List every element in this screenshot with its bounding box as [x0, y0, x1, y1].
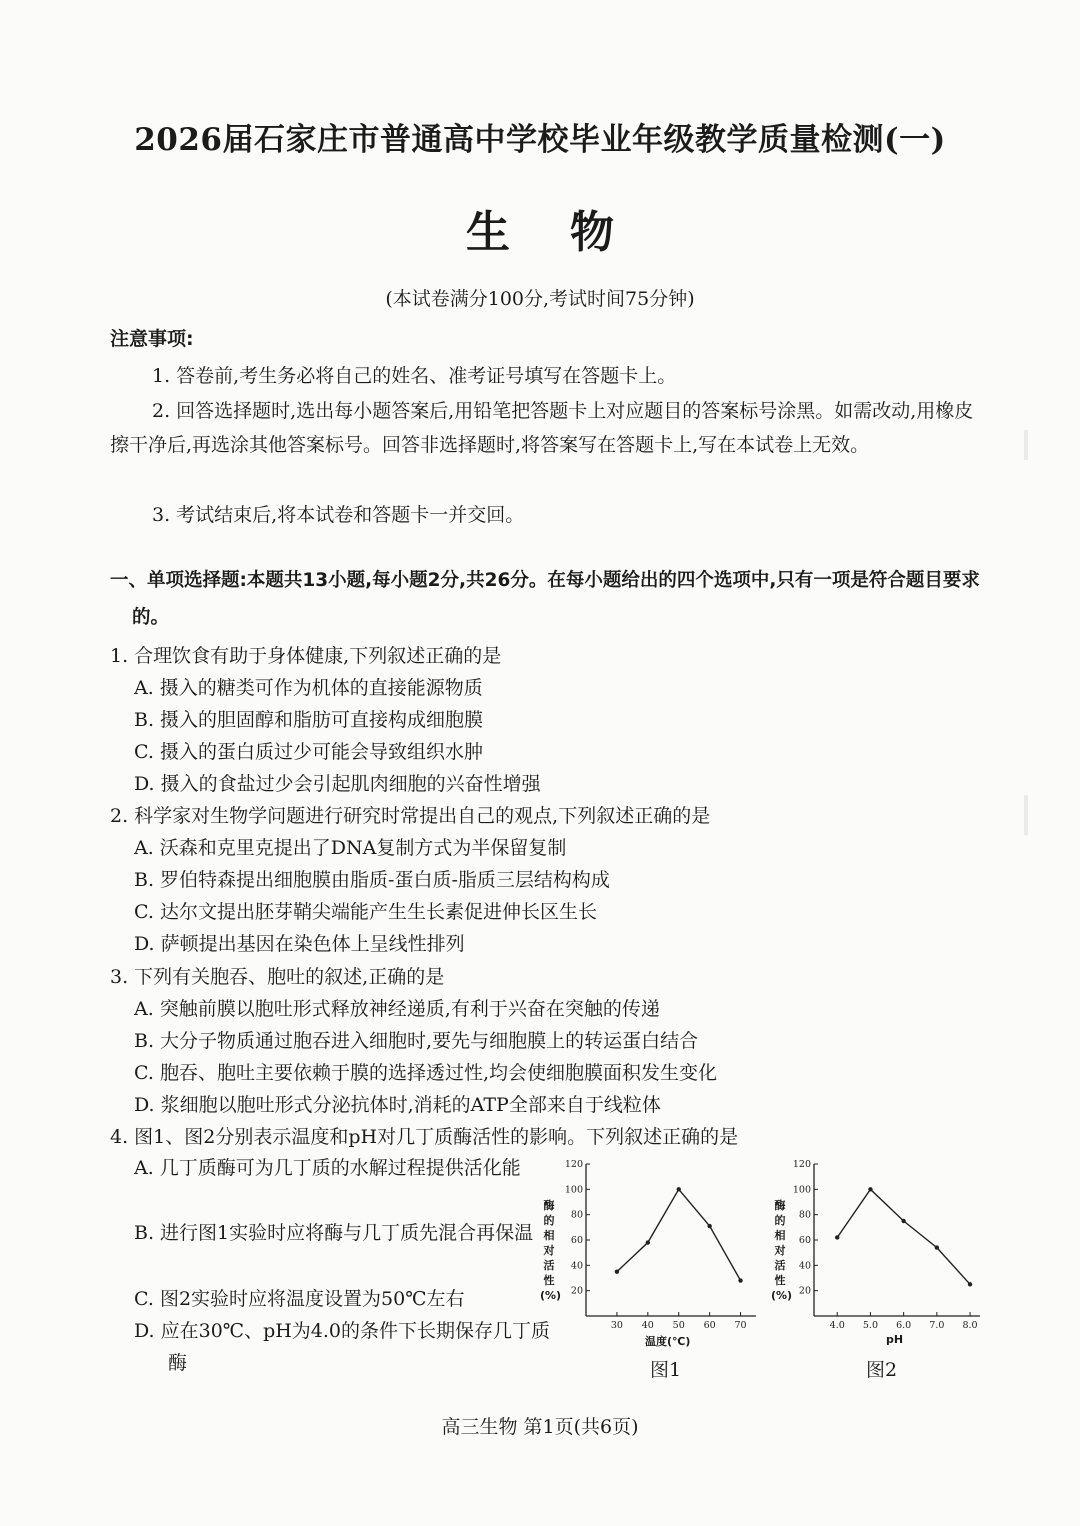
notice-item: 2. 回答选择题时,选出每小题答案后,用铅笔把答题卡上对应题目的答案标号涂黑。如需改动,用橡皮擦干净后,再选涂其他答案标号。回答非选择题时,将答案写在答题卡上,写在本试卷上无效。 — [110, 400, 974, 456]
ph-chart-svg — [788, 1152, 983, 1334]
data-point — [968, 1282, 972, 1286]
question-option: B. 罗伯特森提出细胞膜由脂质-蛋白质-脂质三层结构构成 — [134, 869, 610, 891]
series-line — [617, 1189, 741, 1280]
notice-item: 3. 考试结束后,将本试卷和答题卡一并交回。 — [152, 504, 525, 526]
exam-info: (本试卷满分100分,考试时间75分钟) — [385, 288, 695, 310]
data-point — [646, 1240, 650, 1244]
question-option: B. 进行图1实验时应将酶与几丁质先混合再保温 — [134, 1222, 534, 1244]
chart-ylabel: 酶的相对活性(%) — [771, 1199, 793, 1302]
y-tick-label: 40 — [570, 1260, 583, 1272]
ph-chart — [788, 1152, 983, 1334]
subject-title: 生物 — [466, 207, 674, 258]
question-option: C. 达尔文提出胚芽鞘尖端能产生生长素促进伸长区生长 — [134, 901, 597, 923]
y-tick-label: 20 — [798, 1285, 811, 1297]
question-option: C. 摄入的蛋白质过少可能会导致组织水肿 — [134, 741, 483, 763]
y-tick-label: 80 — [798, 1209, 811, 1221]
y-tick-label: 20 — [570, 1285, 583, 1297]
series-line — [837, 1189, 970, 1284]
data-point — [935, 1245, 939, 1249]
y-tick-label: 100 — [564, 1184, 583, 1196]
question-option: A. 突触前膜以胞吐形式释放神经递质,有利于兴奋在突触的传递 — [134, 998, 660, 1020]
question-stem: 1. 合理饮食有助于身体健康,下列叙述正确的是 — [110, 645, 502, 667]
y-tick-label: 100 — [792, 1184, 811, 1196]
data-point — [707, 1224, 711, 1228]
question-option: D. 浆细胞以胞吐形式分泌抗体时,消耗的ATP全部来自于线粒体 — [134, 1094, 661, 1116]
question-stem: 3. 下列有关胞吞、胞吐的叙述,正确的是 — [110, 966, 445, 988]
data-point — [835, 1235, 839, 1239]
x-tick-label: 50 — [672, 1320, 685, 1331]
y-tick-label: 120 — [564, 1159, 583, 1170]
y-tick-label: 60 — [570, 1235, 583, 1246]
x-tick-label: 4.0 — [829, 1320, 845, 1331]
question-option: D. 应在30℃、pH为4.0的条件下长期保存几丁质酶 — [134, 1320, 551, 1374]
question-option: A. 摄入的糖类可作为机体的直接能源物质 — [134, 677, 483, 699]
question-option: B. 大分子物质通过胞吞进入细胞时,要先与细胞膜上的转运蛋白结合 — [134, 1030, 699, 1052]
x-tick-label: 5.0 — [862, 1320, 878, 1331]
notice-item: 1. 答卷前,考生务必将自己的姓名、准考证号填写在答题卡上。 — [152, 365, 677, 387]
notice-heading: 注意事项: — [110, 328, 194, 350]
question-option: C. 图2实验时应将温度设置为50℃左右 — [134, 1288, 465, 1310]
question-option: C. 胞吞、胞吐主要依赖于膜的选择透过性,均会使细胞膜面积发生变化 — [134, 1062, 717, 1084]
chart-xlabel: pH — [886, 1333, 904, 1346]
question-option: D. 萨顿提出基因在染色体上呈线性排列 — [134, 933, 465, 955]
question-option: A. 几丁质酶可为几丁质的水解过程提供活化能 — [134, 1157, 521, 1179]
exam-title: 2026届石家庄市普通高中学校毕业年级教学质量检测(一) — [134, 122, 946, 158]
question-option: A. 沃森和克里克提出了DNA复制方式为半保留复制 — [134, 837, 567, 859]
chart-ylabel: 酶的相对活性(%) — [540, 1199, 562, 1302]
section-heading: 一、单项选择题:本题共13小题,每小题2分,共26分。在每小题给出的四个选项中,只有一项是符合题目要求的。 — [110, 570, 980, 628]
temperature-chart — [560, 1152, 760, 1334]
x-tick-label: 7.0 — [929, 1320, 945, 1331]
chart-xlabel: 温度(℃) — [645, 1335, 691, 1348]
y-tick-label: 80 — [570, 1209, 583, 1221]
data-point — [615, 1269, 619, 1273]
data-point — [868, 1187, 872, 1191]
data-point — [901, 1219, 905, 1223]
scan-edge-mark — [1024, 795, 1028, 835]
question-stem: 4. 图1、图2分别表示温度和pH对几丁质酶活性的影响。下列叙述正确的是 — [110, 1126, 739, 1148]
data-point — [738, 1278, 742, 1282]
data-point — [677, 1187, 681, 1191]
question-option: D. 摄入的食盐过少会引起肌肉细胞的兴奋性增强 — [134, 773, 541, 795]
y-tick-label: 40 — [798, 1260, 811, 1272]
y-tick-label: 60 — [798, 1235, 811, 1246]
scan-edge-mark — [1024, 430, 1028, 460]
y-tick-label: 120 — [792, 1159, 811, 1170]
x-tick-label: 30 — [610, 1320, 623, 1331]
figure-caption: 图2 — [866, 1359, 898, 1381]
x-tick-label: 60 — [703, 1320, 716, 1331]
x-tick-label: 6.0 — [896, 1320, 912, 1331]
question-option: B. 摄入的胆固醇和脂肪可直接构成细胞膜 — [134, 709, 484, 731]
question-stem: 2. 科学家对生物学问题进行研究时常提出自己的观点,下列叙述正确的是 — [110, 805, 711, 827]
x-tick-label: 70 — [734, 1320, 747, 1331]
temperature-chart-svg — [560, 1152, 760, 1334]
figure-caption: 图1 — [650, 1359, 682, 1381]
x-tick-label: 8.0 — [962, 1320, 978, 1331]
x-tick-label: 40 — [641, 1320, 654, 1331]
page-footer: 高三生物 第1页(共6页) — [441, 1416, 639, 1438]
